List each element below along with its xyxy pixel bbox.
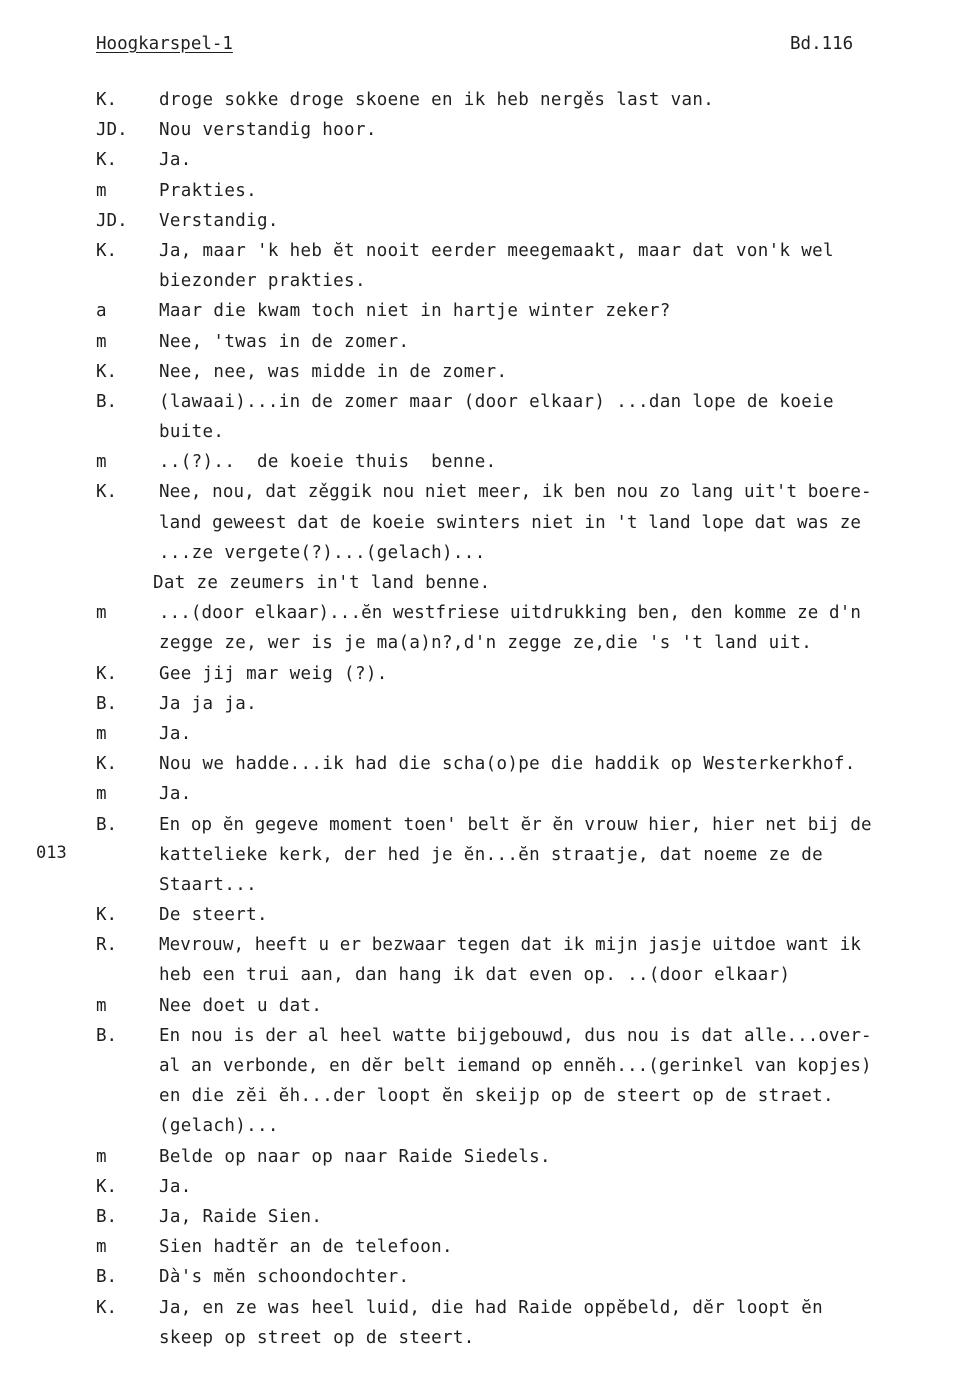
speaker-label: JD. [96, 120, 128, 141]
utterance-line: (gelach)... [159, 1116, 279, 1137]
speaker-label: m [96, 331, 107, 352]
utterance [159, 447, 979, 477]
dialogue-turn [0, 1202, 979, 1232]
speaker-label: R. [96, 935, 118, 956]
utterance-line: Ja. [159, 723, 192, 744]
speaker-label: a [96, 301, 107, 322]
dialogue-turn [0, 1262, 979, 1292]
utterance-line: Ja. [159, 150, 192, 171]
utterance-line: En op ĕn gegeve moment toen' belt ĕr ĕn vrouw hier, hier net bij de [159, 814, 872, 835]
utterance-line: droge sokke droge skoene en ik heb nergěs last van. [159, 90, 715, 110]
utterance [159, 357, 979, 387]
utterance-line: buite. [159, 422, 225, 443]
utterance-line: Staart... [159, 874, 257, 895]
utterance-line: Nee, nee, was midde in de zomer. [159, 361, 508, 382]
dialogue-turn [0, 900, 979, 930]
dialogue-turn [0, 477, 979, 598]
speaker-label: m [96, 452, 107, 473]
dialogue-turn [0, 115, 979, 145]
speaker-label: B. [96, 1025, 118, 1046]
utterance [159, 1262, 979, 1292]
dialogue-turn [0, 779, 979, 809]
dialogue-turn [0, 357, 979, 387]
utterance [159, 145, 979, 175]
utterance-line: (lawaai)...in de zomer maar (door elkaar) ...dan lope de koeie [159, 391, 834, 412]
utterance [159, 296, 979, 326]
speaker-label: K. [96, 1297, 118, 1318]
speaker-label: m [96, 1237, 107, 1258]
dialogue-turn [0, 387, 979, 447]
utterance [159, 749, 979, 779]
utterance [159, 1021, 979, 1142]
utterance [159, 1172, 979, 1202]
speaker-label: m [96, 180, 107, 201]
utterance-line: ..(?).. de koeie thuis benne. [159, 452, 497, 473]
speaker-label: B. [96, 391, 118, 412]
speaker-label: B. [96, 693, 118, 714]
dialogue-turn [0, 991, 979, 1021]
utterance-line: Belde op naar op naar Raide Siedels. [159, 1146, 551, 1167]
utterance-line: kattelieke kerk, der hed je ĕn...ĕn straatje, dat noeme ze de [159, 844, 824, 865]
utterance [159, 779, 979, 809]
utterance-line: Mevrouw, heeft u er bezwaar tegen dat ik mijn jasje uitdoe want ik [159, 935, 861, 956]
utterance-line: skeep op street op de steert. [159, 1327, 475, 1348]
utterance-line: biezonder prakties. [159, 271, 366, 292]
utterance-line: Nou we hadde...ik had die scha(o)pe die haddik op Westerkerkhof. [159, 754, 856, 775]
speaker-label: K. [96, 150, 118, 171]
utterance [159, 327, 979, 357]
speaker-label: m [96, 603, 107, 624]
utterance [159, 1142, 979, 1172]
dialogue-turn [0, 719, 979, 749]
utterance [159, 387, 979, 447]
utterance-line: Ja ja ja. [159, 693, 257, 714]
page-reference: Bd.116 [790, 34, 854, 54]
dialogue-turn [0, 296, 979, 326]
utterance-line: Verstandig. [159, 210, 279, 231]
utterance-line: Ja. [159, 1176, 192, 1197]
utterance [159, 1202, 979, 1232]
utterance [159, 1293, 979, 1353]
utterance [159, 991, 979, 1021]
speaker-label: m [96, 995, 107, 1016]
utterance-line: Maar die kwam toch niet in hartje winter zeker? [159, 301, 671, 322]
utterance-line: Dà's mĕn schoondochter. [159, 1267, 410, 1288]
speaker-label: K. [96, 240, 118, 261]
speaker-label: B. [96, 1206, 118, 1227]
transcript-body [0, 85, 979, 1353]
utterance-line: Nee doet u dat. [159, 995, 323, 1016]
utterance [153, 477, 979, 598]
dialogue-turn [0, 689, 979, 719]
dialogue-turn [0, 236, 979, 296]
utterance-line: Dat ze zeumers in't land benne. [153, 573, 491, 593]
dialogue-turn [0, 1021, 979, 1142]
utterance [159, 900, 979, 930]
utterance [159, 930, 979, 990]
document-title: Hoogkarspel-1 [96, 34, 233, 54]
utterance [159, 598, 979, 658]
speaker-label: m [96, 1146, 107, 1167]
speaker-label: B. [96, 1267, 118, 1288]
utterance-line: Sien hadtĕr an de telefoon. [159, 1237, 453, 1258]
dialogue-turn [0, 1172, 979, 1202]
utterance [159, 206, 979, 236]
utterance [159, 719, 979, 749]
utterance-line: En nou is der al heel watte bijgebouwd, dus nou is dat alle...over- [159, 1025, 872, 1046]
dialogue-turn [0, 1293, 979, 1353]
utterance-line: Ja, maar 'k heb ĕt nooit eerder meegemaakt, maar dat von'k wel [159, 240, 834, 261]
dialogue-turn [0, 85, 979, 115]
speaker-label: JD. [96, 210, 128, 231]
dialogue-turn [0, 598, 979, 658]
utterance-line: ...(door elkaar)...ĕn westfriese uitdrukking ben, den komme ze d'n [159, 603, 861, 624]
dialogue-turn [0, 447, 979, 477]
utterance [159, 659, 979, 689]
speaker-label: K. [96, 361, 118, 382]
utterance-line: Nee, nou, dat zěggik nou niet meer, ik ben nou zo lang uit't boere- [159, 482, 872, 503]
dialogue-turn [0, 1142, 979, 1172]
speaker-label: K. [96, 482, 118, 503]
utterance-line: Ja, Raide Sien. [159, 1206, 323, 1227]
speaker-label: B. [96, 814, 118, 835]
utterance-line: zegge ze, wer is je ma(a)n?,d'n zegge ze,die 's 't land uit. [159, 633, 813, 654]
speaker-label: K. [96, 754, 118, 775]
dialogue-turn [0, 327, 979, 357]
dialogue-turn [0, 810, 979, 901]
speaker-label: K. [96, 663, 118, 684]
utterance [159, 85, 979, 115]
utterance-line: Prakties. [159, 180, 257, 201]
speaker-label: K. [96, 905, 118, 926]
margin-note: 013 [36, 843, 67, 863]
utterance-line: Gee jij mar weig (?). [159, 663, 388, 684]
speaker-label: K. [96, 1176, 118, 1197]
dialogue-turn [0, 749, 979, 779]
dialogue-turn [0, 176, 979, 206]
dialogue-turn [0, 145, 979, 175]
utterance [159, 1232, 979, 1262]
utterance [159, 810, 979, 901]
utterance [159, 176, 979, 206]
dialogue-turn [0, 206, 979, 236]
utterance-line: De steert. [159, 905, 268, 926]
utterance [159, 689, 979, 719]
utterance-line: en die zĕi ĕh...der loopt ĕn skeijp op de steert op de straet. [159, 1086, 834, 1107]
utterance-line: al an verbonde, en dĕr belt iemand op ennĕh...(gerinkel van kopjes) [159, 1056, 872, 1076]
speaker-label: m [96, 723, 107, 744]
speaker-label: K. [96, 90, 118, 110]
utterance [159, 236, 979, 296]
dialogue-turn [0, 1232, 979, 1262]
utterance-line: ...ze vergete(?)...(gelach)... [159, 542, 486, 563]
utterance-line: land geweest dat de koeie swinters niet in 't land lope dat was ze [159, 512, 861, 533]
dialogue-turn [0, 930, 979, 990]
utterance-line: Nou verstandig hoor. [159, 120, 377, 141]
utterance-line: Ja, en ze was heel luid, die had Raide oppĕbeld, dĕr loopt ĕn [159, 1297, 824, 1318]
utterance [159, 115, 979, 145]
utterance-line: Nee, 'twas in de zomer. [159, 331, 410, 352]
speaker-label: m [96, 784, 107, 805]
utterance-line: heb een trui aan, dan hang ik dat even op. ..(door elkaar) [159, 965, 791, 986]
utterance-line: Ja. [159, 784, 192, 805]
dialogue-turn [0, 659, 979, 689]
